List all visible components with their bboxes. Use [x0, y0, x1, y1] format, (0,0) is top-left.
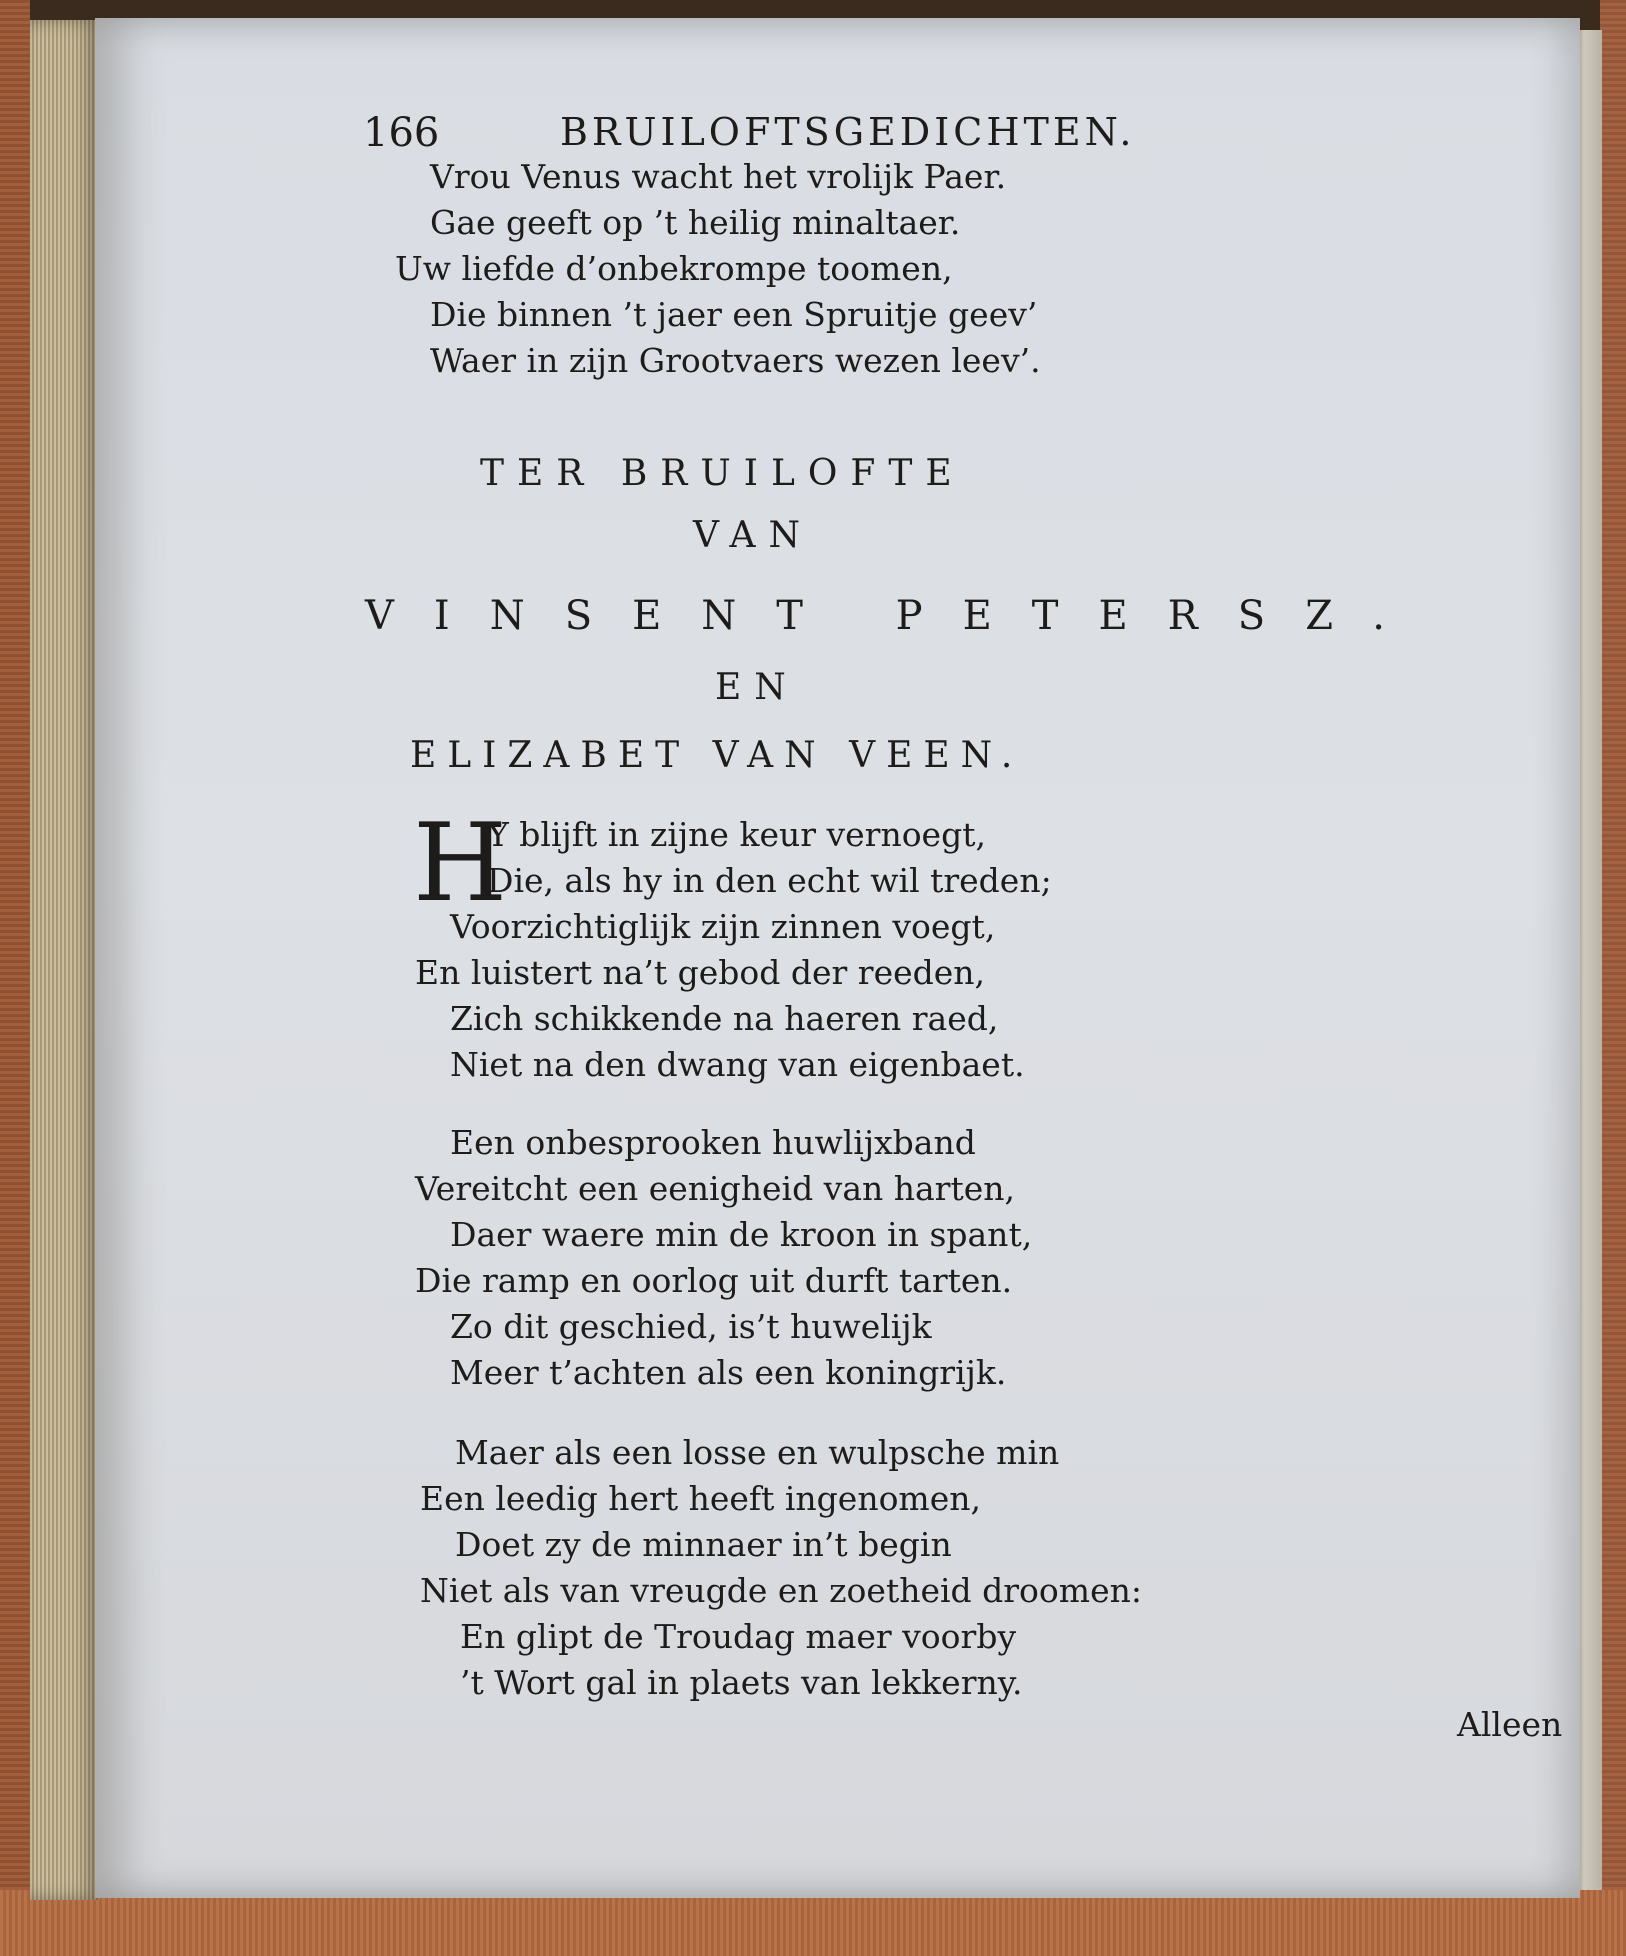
title-line-2: VAN [693, 515, 814, 556]
verse-line: Meer t’achten als een koningrijk. [450, 1353, 1007, 1392]
title-line-3: VINSENT PETERSZ. [365, 593, 1425, 639]
verse-line: Gae geeft op ’t heilig minaltaer. [430, 203, 961, 242]
verse-line: Die, als hy in den echt wil treden; [487, 861, 1052, 900]
page-number: 166 [363, 110, 440, 156]
verse-line: Waer in zijn Grootvaers wezen leev’. [430, 341, 1041, 380]
verse-line: Voorzichtiglijk zijn zinnen voegt, [450, 907, 996, 946]
verse-line: Niet na den dwang van eigenbaet. [450, 1045, 1025, 1084]
title-line-4: EN [715, 667, 799, 708]
book-cover-right [1600, 0, 1626, 1956]
verse-line: Vereitcht een eenigheid van harten, [415, 1169, 1015, 1208]
verse-line: Een onbesprooken huwlijxband [450, 1123, 976, 1162]
verse-line: Vrou Venus wacht het vrolijk Paer. [430, 157, 1007, 196]
verse-line: Y blijft in zijne keur vernoegt, [487, 815, 986, 854]
title-line-5: ELIZABET VAN VEEN. [410, 735, 1024, 776]
book-cover-left [0, 0, 30, 1956]
verse-line: En luistert na’t gebod der reeden, [415, 953, 986, 992]
verse-line: Doet zy de minnaer in’t begin [455, 1525, 952, 1564]
page-edges [30, 20, 100, 1900]
verse-line: Zo dit geschied, is’t huwelijk [450, 1307, 932, 1346]
book-page [95, 18, 1580, 1898]
drop-cap: H [413, 801, 508, 926]
catchword: Alleen [1457, 1705, 1563, 1744]
verse-line: Een leedig hert heeft ingenomen, [420, 1479, 981, 1518]
verse-line: Zich schikkende na haeren raed, [450, 999, 999, 1038]
verse-line: En glipt de Troudag maer voorby [460, 1617, 1017, 1656]
running-title: BRUILOFTSGEDICHTEN. [560, 110, 1136, 154]
book-cover-bottom [0, 1890, 1626, 1956]
verse-line: ’t Wort gal in plaets van lekkerny. [460, 1663, 1023, 1702]
verse-line: Maer als een losse en wulpsche min [455, 1433, 1060, 1472]
verse-line: Die binnen ’t jaer een Spruitje geev’ [430, 295, 1038, 334]
verse-line: Daer waere min de kroon in spant, [450, 1215, 1033, 1254]
verse-line: Niet als van vreugde en zoetheid droomen: [420, 1571, 1142, 1610]
title-line-1: TER BRUILOFTE [480, 453, 965, 494]
verse-line: Uw liefde d’onbekrompe toomen, [395, 249, 953, 288]
verse-line: Die ramp en oorlog uit durft tarten. [415, 1261, 1013, 1300]
